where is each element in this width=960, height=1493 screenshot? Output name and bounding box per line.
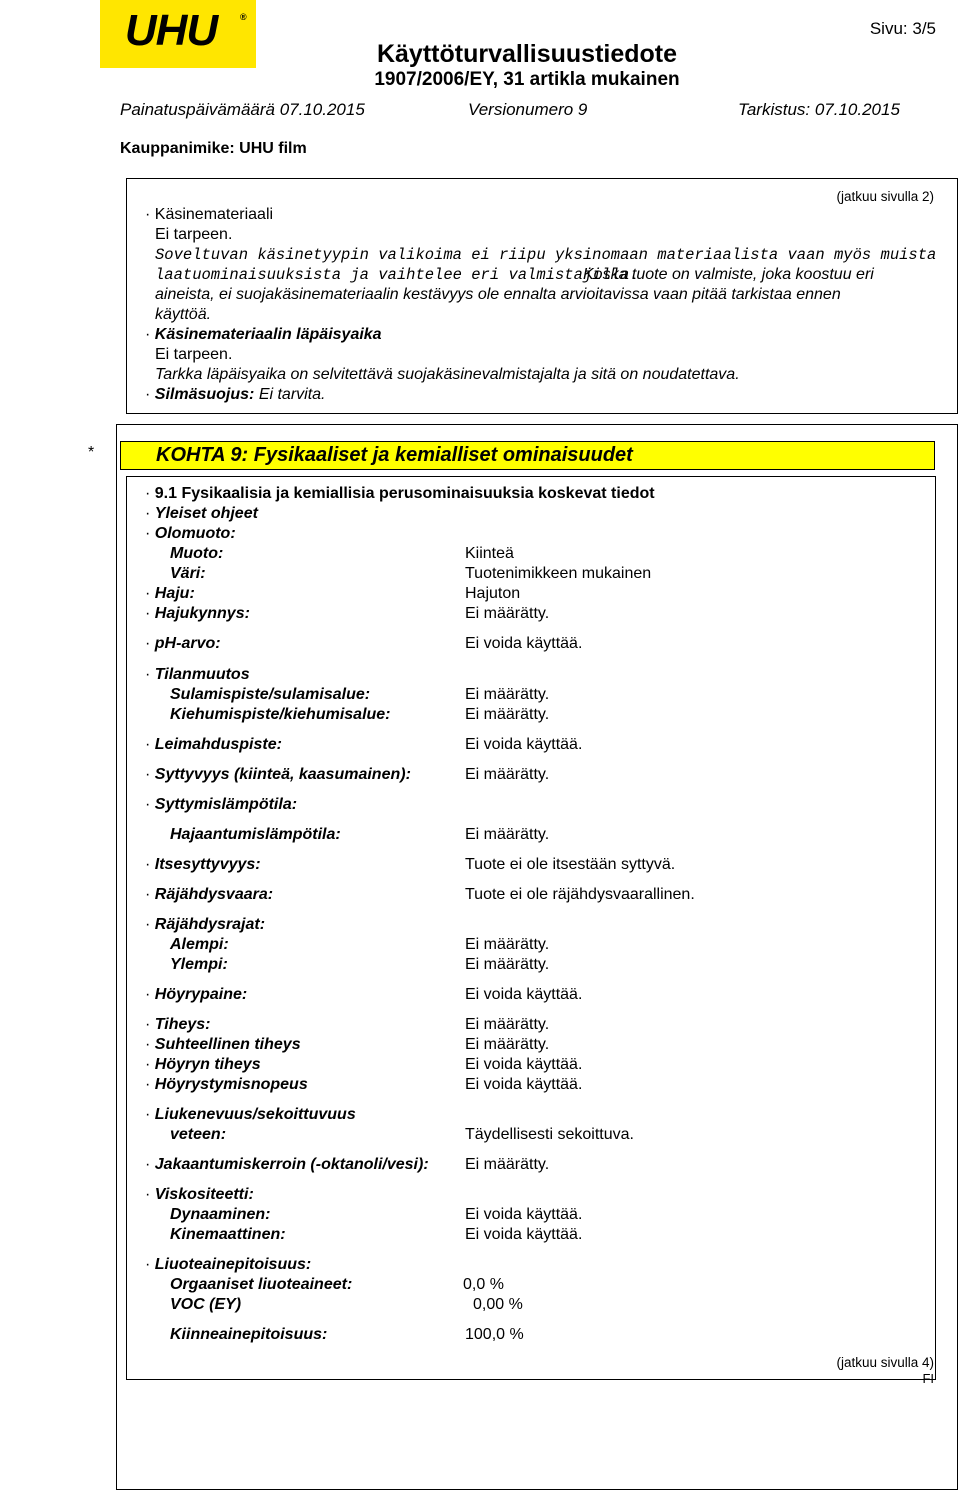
flammability-label: · Syttyvyys (kiinteä, kaasumainen): xyxy=(145,766,411,784)
vapour-density-value: Ei voida käyttää. xyxy=(465,1056,583,1073)
upper-limit-label: Ylempi: xyxy=(170,956,228,973)
partition-coefficient-value: Ei määrätty. xyxy=(465,1156,550,1173)
water-solubility-value: Täydellisesti sekoittuva. xyxy=(465,1126,634,1143)
glove-material-label: · Käsinemateriaali xyxy=(145,206,273,224)
flash-point-value: Ei voida käyttää. xyxy=(465,736,583,753)
kinematic-viscosity-label: Kinemaattinen: xyxy=(170,1226,286,1243)
density-value: Ei määrätty. xyxy=(465,1016,550,1033)
explosion-hazard-label: · Räjähdysvaara: xyxy=(145,886,273,904)
explosion-limits-label: · Räjähdysrajat: xyxy=(145,916,265,934)
ph-value: Ei voida käyttää. xyxy=(465,635,583,652)
organic-solvents-label: Orgaaniset liuoteaineet: xyxy=(170,1276,353,1293)
section9-heading-bar xyxy=(120,441,935,470)
page-number: Sivu: 3/5 xyxy=(869,19,936,38)
print-date: Painatuspäivämäärä 07.10.2015 xyxy=(120,100,365,119)
solids-content-value: 100,0 % xyxy=(465,1326,524,1343)
flash-point-label: · Leimahduspiste: xyxy=(145,736,282,754)
glove-selection-line1: Soveltuvan käsinetyypin valikoima ei riipu yksinomaan materiaalista vaan myös muista xyxy=(155,246,937,264)
eye-protection-value: Ei tarvita. xyxy=(258,386,326,403)
self-ignition-value: Tuote ei ole itsestään syttyvä. xyxy=(465,856,676,873)
revision-date: Tarkistus: 07.10.2015 xyxy=(738,100,900,119)
decomposition-temperature-label: Hajaantumislämpötila: xyxy=(170,826,341,843)
continued-to-note: (jatkuu sivulla 4) xyxy=(836,1355,934,1370)
glove-not-required: Ei tarpeen. xyxy=(155,226,233,243)
appearance-label: · Olomuoto: xyxy=(145,525,236,543)
melting-point-label: Sulamispiste/sulamisalue: xyxy=(170,686,371,703)
glove-durability-line1: Koska tuote on valmiste, joka koostuu eri xyxy=(583,266,874,283)
penetration-text: Tarkka läpäisyaika on selvitettävä suojakäsinevalmistajalta ja sitä on noudatettava. xyxy=(155,366,740,383)
general-info-label: · Yleiset ohjeet xyxy=(145,505,258,523)
glove-selection-line2: laatuominaisuuksista ja vaihtelee eri valmistajilla. xyxy=(155,266,639,284)
ignition-temperature-label: · Syttymislämpötila: xyxy=(145,796,297,814)
partition-coefficient-label: · Jakaantumiskerroin (-oktanoli/vesi): xyxy=(145,1156,429,1174)
color-label: Väri: xyxy=(170,565,206,582)
relative-density-label: · Suhteellinen tiheys xyxy=(145,1036,301,1054)
color-value: Tuotenimikkeen mukainen xyxy=(465,565,652,582)
continued-from-note: (jatkuu sivulla 2) xyxy=(836,189,934,204)
vapour-pressure-label: · Höyrypaine: xyxy=(145,986,247,1004)
penetration-time-label: · Käsinemateriaalin läpäisyaika xyxy=(145,326,382,344)
explosion-hazard-value: Tuote ei ole räjähdysvaarallinen. xyxy=(465,886,695,903)
document-subtitle: 1907/2006/EY, 31 artikla mukainen xyxy=(374,69,680,90)
self-ignition-label: · Itsesyttyvyys: xyxy=(145,856,261,874)
boiling-point-label: Kiehumispiste/kiehumisalue: xyxy=(170,706,391,723)
solvent-content-label: · Liuoteainepitoisuus: xyxy=(145,1256,311,1274)
eye-protection xyxy=(145,386,326,404)
solubility-label: · Liukenevuus/sekoittuvuus xyxy=(145,1106,356,1124)
eye-protection-label: Silmäsuojus: xyxy=(154,386,255,403)
change-mark: * xyxy=(88,444,95,461)
evaporation-rate-value: Ei voida käyttää. xyxy=(465,1076,583,1093)
lower-limit-label: Alempi: xyxy=(170,936,229,953)
vapour-density-label: · Höyryn tiheys xyxy=(145,1056,261,1074)
glove-durability-line2: aineista, ei suojakäsinemateriaalin kestävyys ole ennalta arvioitavissa vaan pitää tarkistaa ennen xyxy=(155,286,841,303)
decomposition-temperature-value: Ei määrätty. xyxy=(465,826,550,843)
solids-content-label: Kiinneainepitoisuus: xyxy=(170,1326,328,1343)
flammability-value: Ei määrätty. xyxy=(465,766,550,783)
vapour-pressure-value: Ei voida käyttää. xyxy=(465,986,583,1003)
trade-name: Kauppanimike: UHU film xyxy=(120,140,307,157)
subsection-9-1: · 9.1 Fysikaalisia ja kemiallisia perusominaisuuksia koskevat tiedot xyxy=(145,485,655,503)
density-label: · Tiheys: xyxy=(145,1016,211,1034)
upper-limit-value: Ei määrätty. xyxy=(465,956,550,973)
ph-label: · pH-arvo: xyxy=(145,635,221,653)
kinematic-viscosity-value: Ei voida käyttää. xyxy=(465,1226,583,1243)
form-label: Muoto: xyxy=(170,545,224,562)
relative-density-value: Ei määrätty. xyxy=(465,1036,550,1053)
document-title: Käyttöturvallisuustiedote xyxy=(376,40,678,68)
section9-heading: KOHTA 9: Fysikaaliset ja kemialliset ominaisuudet xyxy=(156,444,633,466)
odor-threshold-value: Ei määrätty. xyxy=(465,605,550,622)
odor-threshold-label: · Hajukynnys: xyxy=(145,605,250,623)
logo-registered-mark: ® xyxy=(240,12,247,22)
language-code: FI xyxy=(922,1371,934,1386)
odor-label: · Haju: xyxy=(145,585,195,603)
water-solubility-label: veteen: xyxy=(170,1126,227,1143)
lower-limit-value: Ei määrätty. xyxy=(465,936,550,953)
dynamic-viscosity-label: Dynaaminen: xyxy=(170,1206,271,1223)
penetration-not-required: Ei tarpeen. xyxy=(155,346,233,363)
voc-value: 0,00 % xyxy=(473,1296,523,1313)
glove-durability-line3: käyttöä. xyxy=(155,306,212,323)
boiling-point-value: Ei määrätty. xyxy=(465,706,550,723)
odor-value: Hajuton xyxy=(465,585,521,602)
voc-label: VOC (EY) xyxy=(170,1296,242,1313)
viscosity-label: · Viskositeetti: xyxy=(145,1186,254,1204)
dynamic-viscosity-value: Ei voida käyttää. xyxy=(465,1206,583,1223)
version-number: Versionumero 9 xyxy=(468,100,588,119)
state-change-label: · Tilanmuutos xyxy=(145,666,250,684)
melting-point-value: Ei määrätty. xyxy=(465,686,550,703)
organic-solvents-value: 0,0 % xyxy=(463,1276,504,1293)
form-value: Kiinteä xyxy=(465,545,514,562)
logo-text: UHU xyxy=(124,6,218,55)
evaporation-rate-label: · Höyrystymisnopeus xyxy=(145,1076,308,1094)
